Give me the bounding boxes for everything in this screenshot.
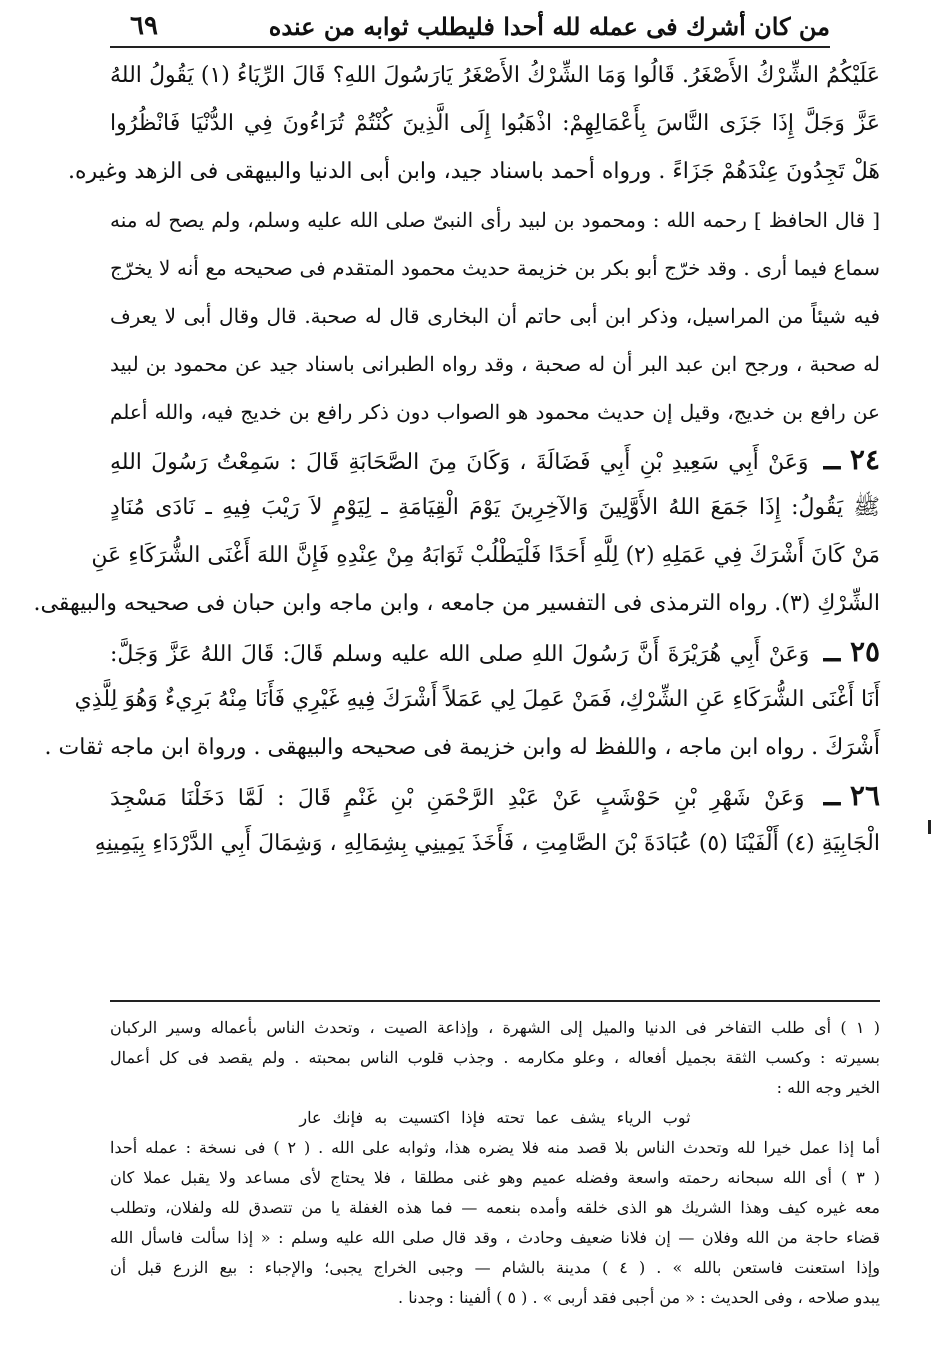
footnote-line: وإذا استعنت فاستعن بالله » . ( ٤ ) مدينة بالشام — وجبى الخراج يجبى؛ والإجباء : بيع الزرع قبل أن: [110, 1258, 880, 1277]
text-line: أَشْرَكَ . رواه ابن ماجه ، واللفظ له وابن خزيمة فى صحيحه والبيهقى . ورواة ابن ماجه ثقات .: [44, 735, 880, 760]
hadith-number-24: ٢٤ ــ: [823, 443, 880, 476]
text-line: الْجَابِيَةِ (٤) أَلْفَيْنَا (٥) عُبَادَةَ بْنَ الصَّامِتِ ، فَأَخَذَ يَمِينِي بِشِمَالِهِ ، وَشِمَالَ أَبِي الدَّرْدَاءِ بِيَمِينِهِ: [94, 831, 880, 856]
hadith-25-line: [110, 628, 880, 676]
hadith-26-line: [110, 772, 880, 820]
text-line: ﷺ يَقُولُ: إِذَا جَمَعَ اللهُ الأَوَّلِينَ وَالآخِرِينَ يَوْمَ الْقِيَامَةِ ـ لِيَوْمٍ لاَ رَيْبَ فِيهِ ـ نَادَى مُنَادٍ: [110, 495, 880, 520]
hadith-number-26: ٢٦ ــ: [823, 779, 880, 812]
page-number: ٦٩: [130, 11, 158, 41]
text-line: سماع فيما أرى . وقد خرّج أبو بكر بن خزيمة حديث محمود المتقدم فى صحيحه مع أنه لا يخرّج: [110, 256, 880, 280]
text-line: [ قال الحافظ ] رحمه الله : ومحمود بن لبيد رأى النبىّ صلى الله عليه وسلم، ولم يصح له منه: [110, 208, 880, 232]
hadith-number-25: ٢٥ ــ: [823, 635, 881, 668]
footnote-line: معه غيره كيف وهذا الشريك هو الذى خلقه وأمده بنعمه — فما هذه الغفلة يا من تتصدق لله ولفلان، وتطلب: [110, 1198, 880, 1217]
text-line: عن رافع بن خديج، وقيل إن حديث محمود هو الصواب دون ذكر رافع بن خديج فيه، والله أعلم: [110, 400, 880, 424]
main-text: [33, 52, 881, 868]
text-line: فيه شيئاً من المراسيل، وذكر ابن أبى حاتم أن البخارى قال له صحبة. قال وقال أبى لا يعرف: [110, 304, 881, 328]
hadith-24-line: [110, 436, 880, 484]
footnote-line: يبدو صلاحه ، وفى الحديث : « من أجبى فقد أربى » . ( ٥ ) ألفينا : وجدنا .: [398, 1288, 880, 1307]
footnote-line: قضاء حاجة من الله وفلان — إن فلانا ضعيف وحادث ، وقد قال صلى الله عليه وسلم : « إذا سألت فاسأل الله: [110, 1228, 880, 1247]
text-line: عَلَيْكُمُ الشِّرْكُ الأَصْغَرُ. قَالُوا وَمَا الشِّرْكُ الأَصْغَرُ يَارَسُولَ اللهِ؟ قَالَ الرِّيَاءُ (١) يَقُولُ اللهُ: [110, 63, 880, 88]
text-line: هَلْ تَجِدُونَ عِنْدَهُمْ جَزَاءً . ورواه أحمد باسناد جيد، وابن أبى الدنيا والبيهقى فى الزهد وغيره.: [67, 159, 880, 184]
hadith-24-text: وَعَنْ أَبِي سَعِيدِ بْنِ أَبِي فَضَالَةَ ، وَكَانَ مِنَ الصَّحَابَةِ قَالَ : سَمِعْتُ رَسُولَ اللهِ: [110, 450, 809, 475]
footnote-line: الخير وجه الله :: [776, 1078, 880, 1097]
footnote-divider: [110, 1000, 880, 1002]
text-line: الشِّرْكِ (٣). رواه الترمذى فى التفسير من جامعه ، وابن ماجه وابن حبان فى صحيحه والبيهقى.: [33, 591, 880, 616]
running-header: [110, 6, 830, 48]
margin-mark: [928, 820, 931, 834]
text-line: مَنْ كَانَ أَشْرَكَ فِي عَمَلِهِ (٢) لِلَّهِ أَحَدًا فَلْيَطْلُبْ ثَوَابَهُ مِنْ عِنْدِهِ فَإِنَّ اللهَ أَغْنَى الشُّرَكَاءِ عَنِ: [91, 543, 880, 568]
hadith-26-text: وَعَنْ شَهْرِ بْنِ حَوْشَبٍ عَنْ عَبْدِ الرَّحْمَنِ بْنِ غَنْمٍ قَالَ : لَمَّا دَخَلْنَا مَسْجِدَ: [110, 786, 805, 811]
footnote-line: أما إذا عمل خيرا لله وتحدث الناس بلا قصد منه فلا يضره هذا، وثوابه على الله . ( ٢ ) فى نسخة : عمله أحدا: [110, 1138, 880, 1157]
footnote-line: بسيرته : وكسب الثقة بجميل أفعاله ، وعلو مكارمه . وجذب قلوب الناس بمحبته . ولم يقصد فى كل أعمال: [110, 1048, 880, 1067]
text-line: أَنَا أَغْنَى الشُّرَكَاءِ عَنِ الشِّرْكِ، فَمَنْ عَمِلَ لِي عَمَلاً أَشْرَكَ فِيهِ غَيْرِي فَأَنَا مِنْهُ بَرِيءٌ وَهُوَ لِلَّذِي: [74, 687, 880, 712]
footnote-verse: ثوب الرياء يشف عما تحته فإذا اكتسيت به فإنك عار: [299, 1108, 691, 1127]
text-line: له صحبة ، ورجح ابن عبد البر أن له صحبة ، وقد رواه الطبرانى باسناد جيد عن محمود بن لبيد: [110, 352, 880, 376]
footnotes: [110, 1013, 880, 1313]
hadith-25-text: وَعَنْ أَبِي هُرَيْرَةَ أَنَّ رَسُولَ اللهِ صلى الله عليه وسلم قَالَ: قَالَ اللهُ عَزَّ وَجَلَّ:: [110, 642, 810, 667]
footnote-line: ( ١ ) أى طلب التفاخر فى الدنيا والميل إلى الشهرة ، وإذاعة الصيت ، وتحدث الناس بأعماله وسير الركبان: [110, 1018, 881, 1037]
footnote-line: ( ٣ ) أى الله سبحانه رحمته واسعة وفضله عميم وهو غنى مطلقا ، فلا يحتاج لأى مساعد ولا يقبل عملا كان: [110, 1168, 880, 1187]
text-line: عَزَّ وَجَلَّ إِذَا جَزَى النَّاسَ بِأَعْمَالِهِمْ: اذْهَبُوا إِلَى الَّذِينَ كُنْتُمْ تُرَاءُونَ فِي الدُّنْيَا فَانْظُرُوا: [110, 111, 880, 136]
running-title: من كان أشرك فى عمله لله أحدا فليطلب ثوابه من عنده: [268, 11, 830, 41]
